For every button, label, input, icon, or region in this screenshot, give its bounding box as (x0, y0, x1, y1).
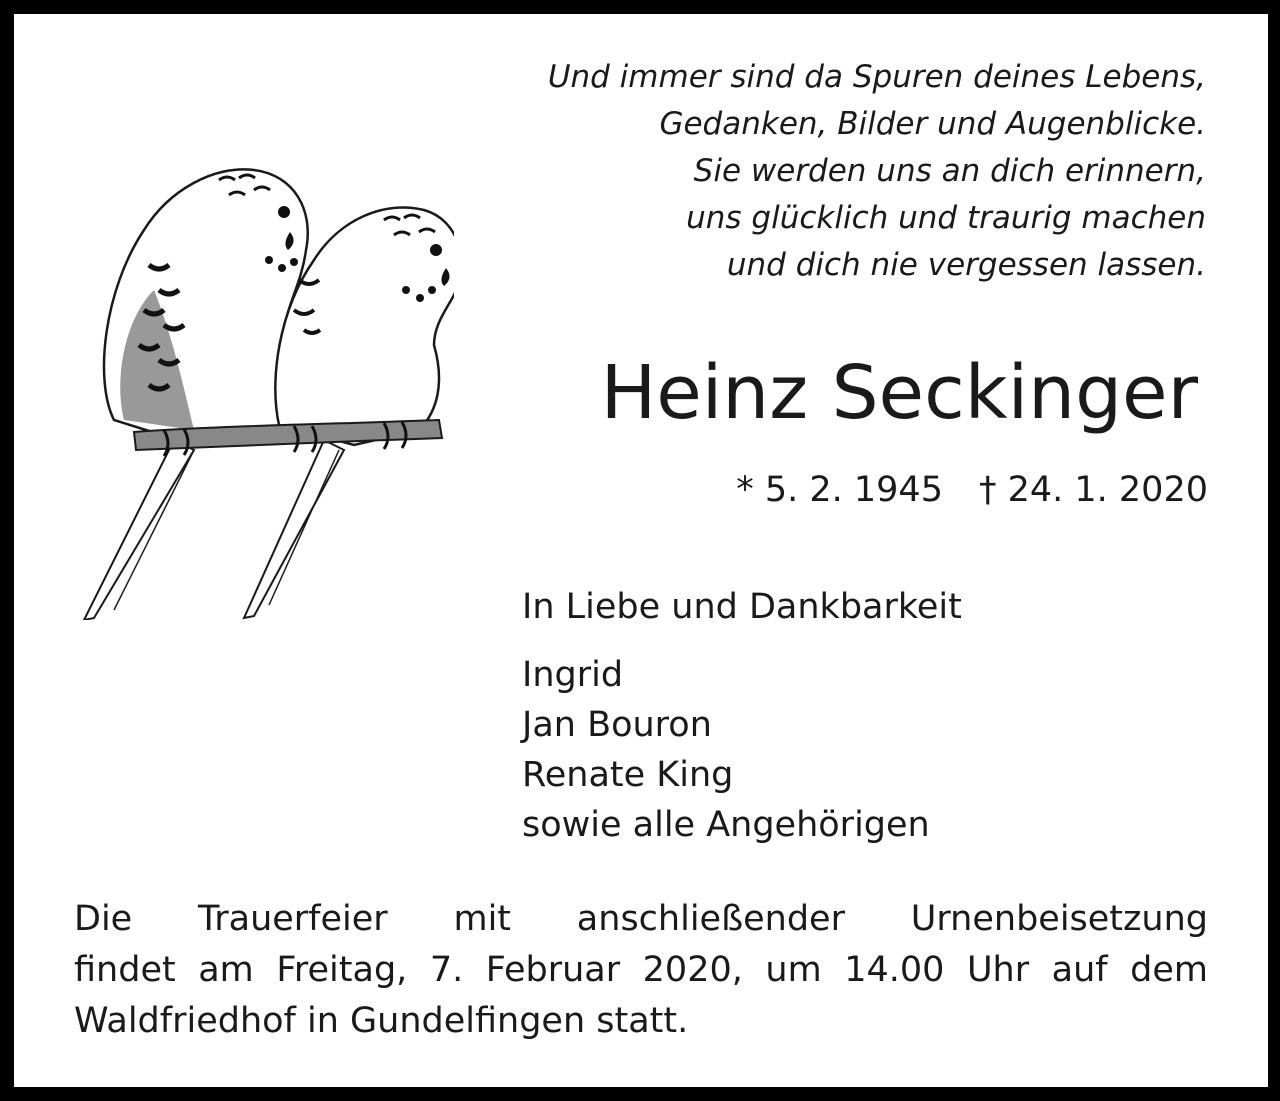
budgerigars-icon (54, 150, 454, 620)
mourner-name: Renate King (522, 755, 734, 795)
mourner-name: sowie alle Angehörigen (522, 805, 930, 845)
obituary-notice (14, 14, 1268, 1087)
notice-line: findet am Freitag, 7. Februar 2020, um 14.00 Uhr auf dem (74, 950, 1208, 990)
funeral-notice (74, 894, 1208, 1047)
notice-line: Waldfriedhof in Gundelfingen statt. (74, 1001, 689, 1041)
poem (446, 54, 1206, 289)
poem-line: Gedanken, Bilder und Augenblicke. (659, 106, 1206, 142)
deceased-name: Heinz Seckinger (600, 350, 1198, 436)
mourner-name: Jan Bouron (522, 705, 712, 745)
poem-line: uns glücklich und traurig machen (686, 200, 1206, 236)
poem-line: Sie werden uns an dich erinnern, (693, 153, 1206, 189)
birth-date: * 5. 2. 1945 (736, 470, 943, 510)
life-dates (736, 466, 1208, 514)
notice-line: Die Trauerfeier mit anschließender Urnenbeisetzung (74, 899, 1208, 939)
mourners-intro: In Liebe und Dankbarkeit (522, 587, 962, 627)
poem-line: und dich nie vergessen lassen. (726, 247, 1206, 283)
mourners-block (522, 582, 962, 850)
poem-line: Und immer sind da Spuren deines Lebens, (547, 59, 1206, 95)
mourner-name: Ingrid (522, 655, 624, 695)
death-date: † 24. 1. 2020 (978, 470, 1208, 510)
